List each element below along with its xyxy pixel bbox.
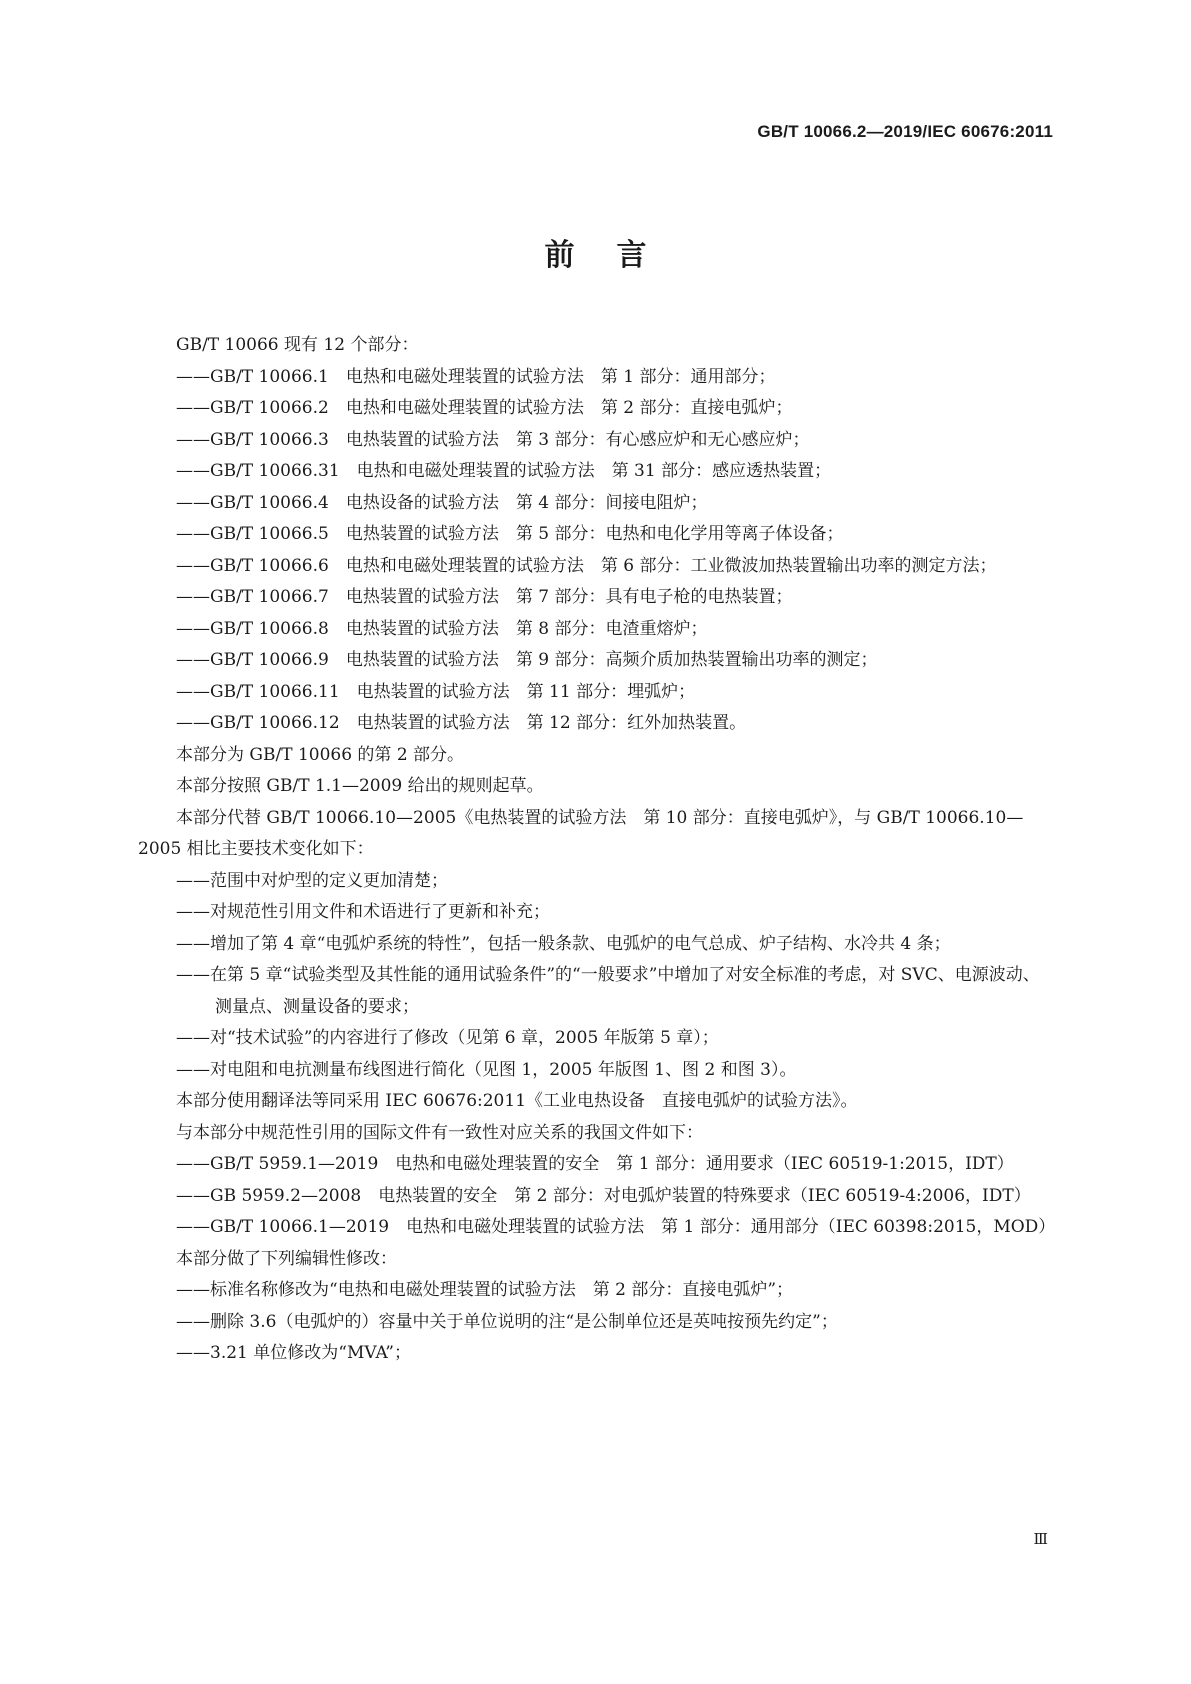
- list-item: ——GB/T 10066.11 电热装置的试验方法 第 11 部分：埋弧炉；: [176, 681, 696, 702]
- list-item: ——GB/T 10066.4 电热设备的试验方法 第 4 部分：间接电阻炉；: [176, 492, 708, 513]
- standard-code: GB/T 10066.2—2019/IEC 60676:2011: [757, 122, 1053, 141]
- translation-statement: 本部分使用翻译法等同采用 IEC 60676:2011《工业电热设备 直接电弧炉的试验方法》。: [176, 1091, 858, 1111]
- list-item: ——GB 5959.2—2008 电热装置的安全 第 2 部分：对电弧炉装置的特殊要求（IEC 60519-4:2006，IDT）: [176, 1185, 1031, 1206]
- list-item: ——范围中对炉型的定义更加清楚；: [176, 870, 448, 891]
- list-item: ——GB/T 10066.12 电热装置的试验方法 第 12 部分：红外加热装置。: [176, 713, 747, 733]
- list-item: ——3.21 单位修改为“MVA”；: [176, 1343, 411, 1363]
- list-item: ——GB/T 10066.5 电热装置的试验方法 第 5 部分：电热和电化学用等离子体设备；: [176, 524, 844, 544]
- list-item: ——GB/T 5959.1—2019 电热和电磁处理装置的安全 第 1 部分：通用要求（IEC 60519-1:2015，IDT）: [176, 1154, 1014, 1174]
- list-item: ——GB/T 10066.9 电热装置的试验方法 第 9 部分：高频介质加热装置输出功率的测定；: [176, 650, 878, 670]
- list-item: ——在第 5 章“试验类型及其性能的通用试验条件”的“一般要求”中增加了对安全标准的考虑，对 SVC、电源波动、测量点、测量设备的要求；: [176, 965, 1040, 1017]
- list-item: ——标准名称修改为“电热和电磁处理装置的试验方法 第 2 部分：直接电弧炉”；: [176, 1280, 794, 1300]
- part-statement: 本部分为 GB/T 10066 的第 2 部分。: [176, 744, 465, 765]
- replacement-statement: 本部分代替 GB/T 10066.10—2005《电热装置的试验方法 第 10 部分：直接电弧炉》，与 GB/T 10066.10—2005 相比主要技术变化如下：: [138, 807, 1024, 859]
- list-item: ——GB/T 10066.7 电热装置的试验方法 第 7 部分：具有电子枪的电热装置；: [176, 587, 793, 607]
- page-title: 前言: [544, 238, 689, 273]
- list-item: ——GB/T 10066.31 电热和电磁处理装置的试验方法 第 31 部分：感应透热装置；: [176, 461, 832, 481]
- editorial-statement: 本部分做了下列编辑性修改：: [176, 1248, 397, 1269]
- list-item: ——对“技术试验”的内容进行了修改（见第 6 章，2005 年版第 5 章）；: [176, 1028, 719, 1048]
- list-item: ——GB/T 10066.3 电热装置的试验方法 第 3 部分：有心感应炉和无心感应炉；: [176, 429, 810, 450]
- parts-list: [138, 362, 1053, 740]
- editorial-list: [138, 1275, 1053, 1370]
- list-item: ——增加了第 4 章“电弧炉系统的特性”，包括一般条款、电弧炉的电气总成、炉子结构、水冷共 4 条；: [176, 933, 951, 954]
- list-item: ——GB/T 10066.1—2019 电热和电磁处理装置的试验方法 第 1 部分：通用部分（IEC 60398:2015，MOD）: [176, 1217, 1056, 1237]
- list-item: ——对电阻和电抗测量布线图进行简化（见图 1，2005 年版图 1、图 2 和图 3）。: [176, 1059, 797, 1080]
- page-number: Ⅲ: [1033, 1530, 1048, 1548]
- document-body: [138, 330, 1056, 1370]
- list-item: ——GB/T 10066.2 电热和电磁处理装置的试验方法 第 2 部分：直接电弧炉；: [176, 398, 793, 418]
- list-item: ——删除 3.6（电弧炉的）容量中关于单位说明的注“是公制单位还是英吨按预先约定”；: [176, 1311, 838, 1332]
- references-list: [138, 1149, 1056, 1244]
- list-item: ——对规范性引用文件和术语进行了更新和补充；: [176, 902, 550, 922]
- list-item: ——GB/T 10066.6 电热和电磁处理装置的试验方法 第 6 部分：工业微波加热装置输出功率的测定方法；: [176, 555, 997, 576]
- list-item: ——GB/T 10066.8 电热装置的试验方法 第 8 部分：电渣重熔炉；: [176, 618, 708, 639]
- changes-list: [138, 866, 1053, 1087]
- intro-paragraph: GB/T 10066 现有 12 个部分：: [176, 335, 419, 355]
- list-item: ——GB/T 10066.1 电热和电磁处理装置的试验方法 第 1 部分：通用部分；: [176, 366, 776, 387]
- consistency-statement: 与本部分中规范性引用的国际文件有一致性对应关系的我国文件如下：: [176, 1122, 703, 1143]
- rules-statement: 本部分按照 GB/T 1.1—2009 给出的规则起草。: [176, 776, 544, 796]
